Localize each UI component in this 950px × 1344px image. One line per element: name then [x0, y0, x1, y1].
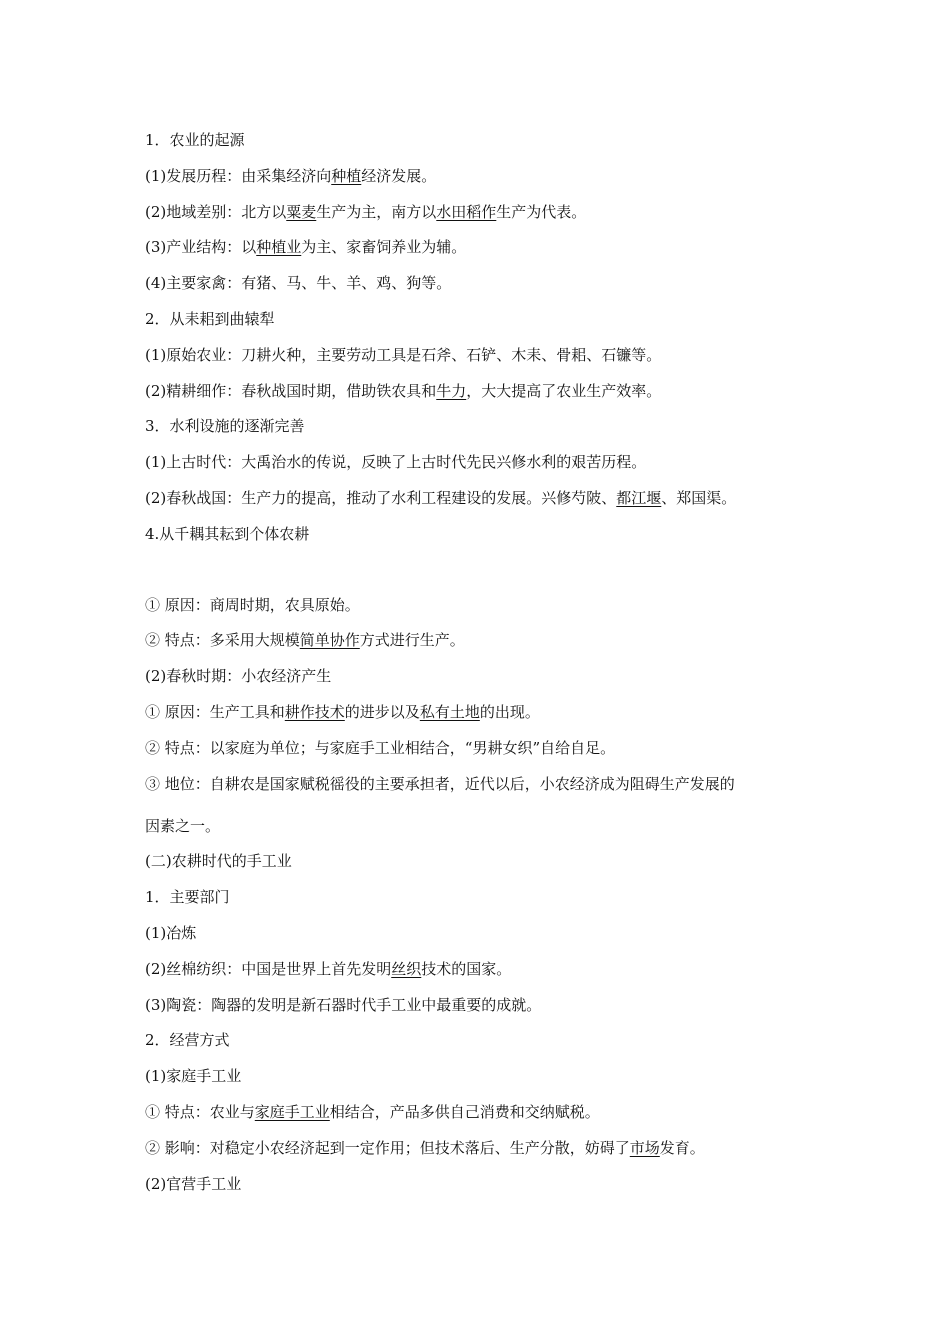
paragraph-industry-structure: (3)产业结构：以种植业为主、家畜饲养业为辅。: [145, 238, 467, 257]
paragraph-livestock: (4)主要家禽：有猪、马、牛、羊、鸡、狗等。: [145, 274, 452, 293]
paragraph-official-handicraft: (2)官营手工业: [145, 1174, 242, 1193]
heading-handicraft: (二)农耕时代的手工业: [145, 852, 292, 871]
heading-operation-mode: 2．经营方式: [145, 1031, 230, 1050]
answer-blank: 粟麦: [286, 202, 317, 221]
paragraph-regional-difference: (2)地域差别：北方以粟麦生产为主，南方以水田稻作生产为代表。: [145, 202, 587, 221]
answer-blank: 丝织: [391, 959, 422, 978]
paragraph-reason-shang-zhou: ① 原因：商周时期，农具原始。: [145, 595, 360, 614]
document-body: [145, 123, 825, 1202]
answer-blank: 耕作技术: [284, 702, 345, 721]
paragraph-small-peasant-economy: (2)春秋时期：小农经济产生: [145, 667, 332, 686]
answer-blank: 都江堰: [616, 488, 662, 507]
answer-blank: 水田稻作: [436, 202, 497, 221]
answer-blank: 种植业: [256, 238, 302, 257]
paragraph-intensive-farming: (2)精耕细作：春秋战国时期，借助铁农具和牛力，大大提高了农业生产效率。: [145, 381, 662, 400]
answer-blank: 牛力: [436, 381, 467, 400]
paragraph-ancient-times: (1)上古时代：大禹治水的传说，反映了上古时代先民兴修水利的艰苦历程。: [145, 453, 647, 472]
heading-individual-farming: 4.从千耦其耘到个体农耕: [145, 524, 310, 543]
heading-main-sectors: 1．主要部门: [145, 888, 230, 907]
paragraph-status-continued: 因素之一。: [145, 816, 221, 835]
paragraph-smelting: (1)冶炼: [145, 923, 197, 942]
paragraph-primitive-agriculture: (1)原始农业：刀耕火种，主要劳动工具是石斧、石铲、木耒、骨耜、石镰等。: [145, 345, 662, 364]
heading-agriculture-origin: 1．农业的起源: [145, 131, 245, 149]
paragraph-feature-cooperation: ② 特点：多采用大规模简单协作方式进行生产。: [145, 631, 465, 650]
paragraph-ceramics: (3)陶瓷：陶器的发明是新石器时代手工业中最重要的成就。: [145, 995, 542, 1014]
paragraph-reason-tools: ① 原因：生产工具和耕作技术的进步以及私有土地的出现。: [145, 702, 540, 721]
paragraph-family-handicraft: (1)家庭手工业: [145, 1067, 242, 1086]
heading-water-conservancy: 3．水利设施的逐渐完善: [145, 417, 305, 436]
answer-blank: 市场: [629, 1138, 660, 1157]
answer-blank: 私有土地: [419, 702, 480, 721]
heading-plough: 2．从耒耜到曲辕犁: [145, 309, 275, 328]
paragraph-feature-family: ② 特点：以家庭为单位；与家庭手工业相结合，“男耕女织”自给自足。: [145, 738, 616, 757]
paragraph-spring-autumn-warring: (2)春秋战国：生产力的提高，推动了水利工程建设的发展。兴修芍陂、都江堰、郑国渠。: [145, 488, 737, 507]
answer-blank: 家庭手工业: [254, 1102, 330, 1121]
paragraph-family-impact: ② 影响：对稳定小农经济起到一定作用；但技术落后、生产分散，妨碍了市场发育。: [145, 1138, 705, 1157]
paragraph-textile: (2)丝棉纺织：中国是世界上首先发明丝织技术的国家。: [145, 959, 512, 978]
paragraph-development-process: (1)发展历程：由采集经济向种植经济发展。: [145, 166, 437, 185]
paragraph-family-feature: ① 特点：农业与家庭手工业相结合，产品多供自己消费和交纳赋税。: [145, 1102, 600, 1121]
paragraph-status: ③ 地位：自耕农是国家赋税徭役的主要承担者，近代以后，小农经济成为阻碍生产发展的: [145, 774, 735, 793]
blank-gap: [145, 553, 825, 588]
answer-blank: 简单协作: [299, 631, 360, 650]
answer-blank: 种植: [331, 166, 362, 185]
